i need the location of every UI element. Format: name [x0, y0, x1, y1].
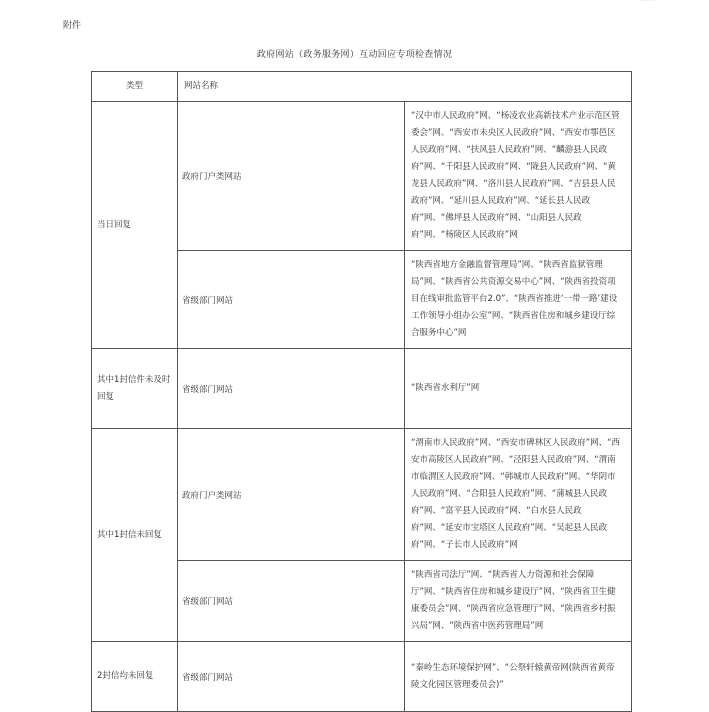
site-kind-cell: 省级部门网站 — [178, 561, 405, 642]
inspection-table — [91, 71, 632, 712]
category-cell: 其中1封信件未及时回复 — [92, 349, 178, 429]
site-list-cell: “陕西省司法厅”网、“陕西省人力资源和社会保障厅”网、“陕西省住房和城乡建设厅”网、“陕西省卫生健康委员会”网、“陕西省应急管理厅”网、“陕西省乡村振兴局”网、“陕西省中医药管理局”网 — [405, 561, 632, 642]
category-cell: 当日回复 — [92, 102, 178, 349]
header-type: 类型 — [92, 72, 178, 102]
category-cell: 其中1封信未回复 — [92, 429, 178, 642]
site-kind-cell: 政府门户类网站 — [178, 429, 405, 561]
site-kind-cell: 省级部门网站 — [178, 251, 405, 349]
table-header-row — [92, 72, 632, 102]
table-row — [92, 102, 632, 251]
site-kind-cell: 省级部门网站 — [178, 642, 405, 712]
site-list-cell: “汉中市人民政府”网、“杨凌农业高新技术产业示范区管委会”网、“西安市未央区人民政府”网、“西安市鄠邑区人民政府”网、“扶风县人民政府”网、“麟游县人民政府”网、“千阳县人民政府”网、“陇县人民政府”网、“黄龙县人民政府”网、“洛川县人民政府”网、“吉县县人民政府”网、“延川县人民政府”网、“延长县人民政府”网、“佛坪县人民政府”网、“山阳县人民政府”网、“杨陵区人民政府”网 — [405, 102, 632, 251]
site-list-cell: “秦岭生态环境保护网”、“公祭轩辕黄帝网(陕西省黄帝陵文化园区管理委员会)” — [405, 642, 632, 712]
site-kind-cell: 省级部门网站 — [178, 349, 405, 429]
site-list-cell: “渭南市人民政府”网、“西安市碑林区人民政府”网、“西安市高陵区人民政府”网、“泾阳县人民政府”网、“渭南市临渭区人民政府”网、“韩城市人民政府”网、“华阴市人民政府”网、“合阳县人民政府”网、“蒲城县人民政府”网、“富平县人民政府”网、“白水县人民政府”网、“延安市宝塔区人民政府”网、“吴起县人民政府”网、“子长市人民政府”网 — [405, 429, 632, 561]
corner-mark — [639, 0, 655, 4]
category-cell: 2封信均未回复 — [92, 642, 178, 712]
table-row — [92, 429, 632, 561]
attachment-label: 附件 — [63, 21, 82, 31]
site-list-cell: “陕西省水利厅”网 — [405, 349, 632, 429]
site-kind-cell: 政府门户类网站 — [178, 102, 405, 251]
header-site-name: 网站名称 — [178, 72, 632, 102]
document-title: 政府网站（政务服务网）互动回应专项检查情况 — [256, 50, 453, 60]
table-row — [92, 642, 632, 712]
table-row — [92, 349, 632, 429]
site-list-cell: “陕西省地方金融监督管理局”网、“陕西省监狱管理局”网、“陕西省公共资源交易中心”网、“陕西省投资项目在线审批监管平台2.0”、“陕西省推进‘一带一路’建设工作领导小组办公室”网、“陕西省住房和城乡建设厅综合服务中心”网 — [405, 251, 632, 349]
